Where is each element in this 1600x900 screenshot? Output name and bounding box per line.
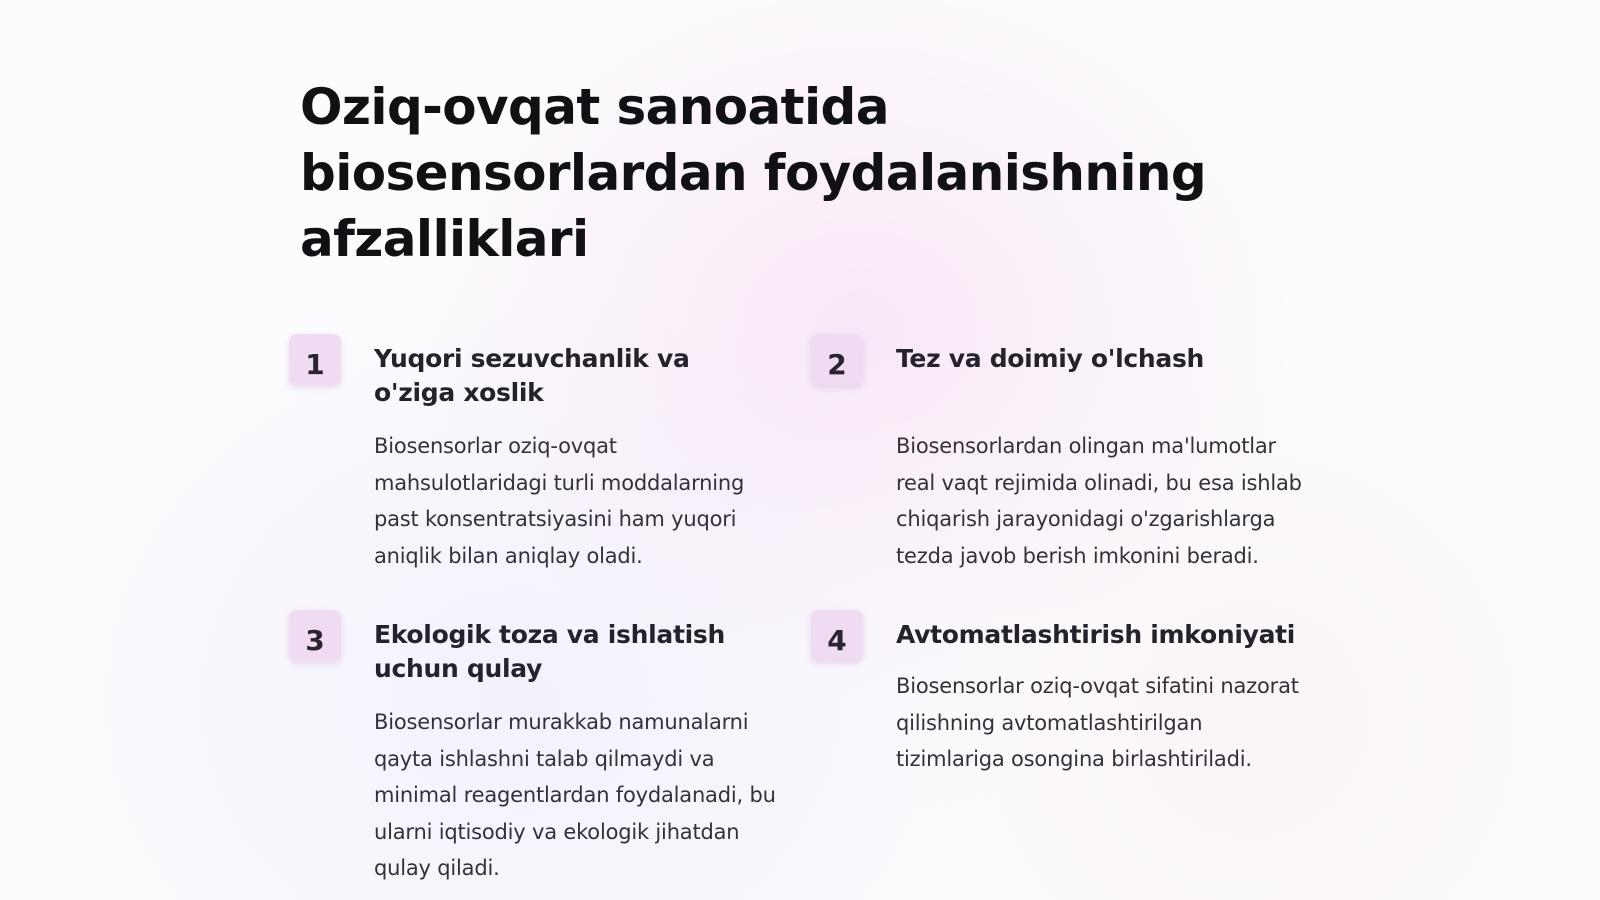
feature-title: Yuqori sezuvchanlik va o'ziga xoslik xyxy=(374,344,690,407)
feature-title: Avtomatlashtirish imkoniyati xyxy=(896,620,1296,649)
feature-number: 1 xyxy=(305,347,325,381)
feature-number-badge xyxy=(289,610,341,662)
feature-number: 3 xyxy=(305,623,325,657)
feature-number: 2 xyxy=(827,347,847,381)
feature-title: Ekologik toza va ishlatish uchun qulay xyxy=(374,620,725,683)
feature-number: 4 xyxy=(827,623,847,657)
feature-number-badge xyxy=(811,610,863,662)
slide-title: Oziq-ovqat sanoatida biosensorlardan foydalanishning afzalliklari xyxy=(300,78,1207,268)
feature-description: Biosensorlar oziq-ovqat sifatini nazorat qilishning avtomatlashtirilgan tizimlariga osongina birlashtiriladi. xyxy=(896,674,1299,772)
feature-description: Biosensorlar oziq-ovqat mahsulotlaridagi turli moddalarning past konsentratsiyasini ham yuqori aniqlik bilan aniqlay oladi. xyxy=(374,434,745,568)
feature-title: Tez va doimiy o'lchash xyxy=(896,344,1205,373)
feature-number-badge xyxy=(289,334,341,386)
feature-number-badge xyxy=(811,334,863,386)
feature-description: Biosensorlardan olingan ma'lumotlar real vaqt rejimida olinadi, bu esa ishlab chiqarish jarayonidagi o'zgarishlarga tezda javob berish imkonini beradi. xyxy=(896,434,1302,568)
feature-description: Biosensorlar murakkab namunalarni qayta ishlashni talab qilmaydi va minimal reagentlardan foydalanadi, bu ularni iqtisodiy va ekologik jihatdan qulay qiladi. xyxy=(374,710,776,881)
